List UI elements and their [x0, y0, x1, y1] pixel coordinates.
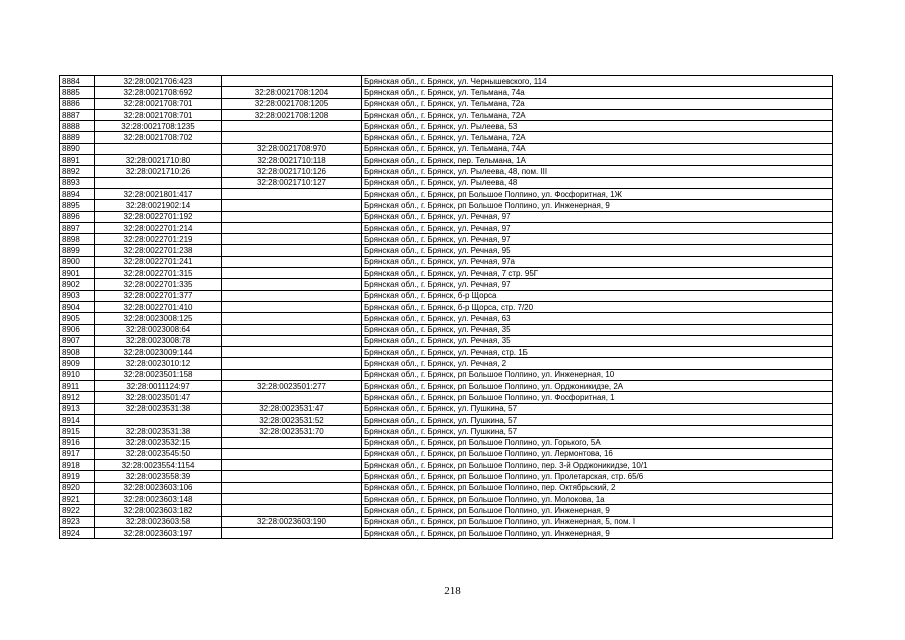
table-row: [60, 109, 833, 120]
address-cell: Брянская обл., г. Брянск, ул. Тельмана, 74А: [362, 143, 833, 154]
cadastral-number-cell: 32:28:0021708:701: [95, 98, 222, 109]
object-cadastral-number-cell: [222, 132, 362, 143]
row-number-cell: 8924: [60, 527, 95, 538]
object-cadastral-number-cell: 32:28:0023501:277: [222, 381, 362, 392]
cadastral-number-cell: [95, 414, 222, 425]
table-row: [60, 381, 833, 392]
object-cadastral-number-cell: [222, 347, 362, 358]
address-cell: Брянская обл., г. Брянск, ул. Тельмана, 72А: [362, 132, 833, 143]
table-row: [60, 482, 833, 493]
row-number-cell: 8923: [60, 516, 95, 527]
row-number-cell: 8902: [60, 279, 95, 290]
table-row: [60, 516, 833, 527]
row-number-cell: 8897: [60, 222, 95, 233]
table-row: [60, 369, 833, 380]
address-cell: Брянская обл., г. Брянск, рп Большое Полпино, ул. Фосфоритная, 1Ж: [362, 188, 833, 199]
address-cell: Брянская обл., г. Брянск, рп Большое Полпино, ул. Инженерная, 10: [362, 369, 833, 380]
cadastral-number-cell: 32:28:0021708:1235: [95, 121, 222, 132]
address-cell: Брянская обл., г. Брянск, рп Большое Полпино, ул. Инженерная, 9: [362, 200, 833, 211]
row-number-cell: 8908: [60, 347, 95, 358]
cadastral-number-cell: 32:28:0023531:38: [95, 426, 222, 437]
table-row: [60, 313, 833, 324]
cadastral-number-cell: 32:28:0022701:238: [95, 245, 222, 256]
address-cell: Брянская обл., г. Брянск, рп Большое Полпино, ул. Инженерная, 9: [362, 505, 833, 516]
cadastral-number-cell: 32:28:0023603:58: [95, 516, 222, 527]
row-number-cell: 8914: [60, 414, 95, 425]
address-cell: Брянская обл., г. Брянск, ул. Речная, 2: [362, 358, 833, 369]
address-cell: Брянская обл., г. Брянск, ул. Речная, 7 стр. 95Г: [362, 268, 833, 279]
cadastral-number-cell: 32:28:0022701:410: [95, 301, 222, 312]
table-row: [60, 143, 833, 154]
object-cadastral-number-cell: [222, 335, 362, 346]
row-number-cell: 8885: [60, 87, 95, 98]
cadastral-number-cell: 32:28:0023603:148: [95, 493, 222, 504]
row-number-cell: 8889: [60, 132, 95, 143]
row-number-cell: 8887: [60, 109, 95, 120]
row-number-cell: 8904: [60, 301, 95, 312]
object-cadastral-number-cell: [222, 313, 362, 324]
table-row: [60, 121, 833, 132]
cadastral-number-cell: 32:28:0022701:241: [95, 256, 222, 267]
object-cadastral-number-cell: [222, 76, 362, 87]
object-cadastral-number-cell: 32:28:0023603:190: [222, 516, 362, 527]
table-row: [60, 437, 833, 448]
row-number-cell: 8905: [60, 313, 95, 324]
cadastral-number-cell: 32:28:0023008:64: [95, 324, 222, 335]
table-row: [60, 87, 833, 98]
object-cadastral-number-cell: [222, 290, 362, 301]
object-cadastral-number-cell: [222, 279, 362, 290]
table-row: [60, 426, 833, 437]
table-row: [60, 279, 833, 290]
object-cadastral-number-cell: 32:28:0021708:1205: [222, 98, 362, 109]
row-number-cell: 8895: [60, 200, 95, 211]
address-cell: Брянская обл., г. Брянск, рп Большое Полпино, пер. 3-й Орджоникидзе, 10/1: [362, 460, 833, 471]
table-row: [60, 448, 833, 459]
cadastral-number-cell: 32:28:0023554:1154: [95, 460, 222, 471]
object-cadastral-number-cell: [222, 256, 362, 267]
address-cell: Брянская обл., г. Брянск, ул. Речная, 97: [362, 234, 833, 245]
address-cell: Брянская обл., г. Брянск, ул. Рылеева, 53: [362, 121, 833, 132]
object-cadastral-number-cell: [222, 505, 362, 516]
table-row: [60, 166, 833, 177]
cadastral-number-cell: 32:28:0022701:377: [95, 290, 222, 301]
row-number-cell: 8892: [60, 166, 95, 177]
object-cadastral-number-cell: [222, 121, 362, 132]
table-row: [60, 245, 833, 256]
address-cell: Брянская обл., г. Брянск, ул. Речная, 35: [362, 335, 833, 346]
object-cadastral-number-cell: [222, 188, 362, 199]
row-number-cell: 8884: [60, 76, 95, 87]
object-cadastral-number-cell: 32:28:0023531:70: [222, 426, 362, 437]
row-number-cell: 8918: [60, 460, 95, 471]
address-cell: Брянская обл., г. Брянск, ул. Речная, 97: [362, 222, 833, 233]
table-row: [60, 200, 833, 211]
table-row: [60, 76, 833, 87]
row-number-cell: 8919: [60, 471, 95, 482]
cadastral-number-cell: 32:28:0023531:38: [95, 403, 222, 414]
address-cell: Брянская обл., г. Брянск, ул. Тельмана, 74а: [362, 87, 833, 98]
row-number-cell: 8894: [60, 188, 95, 199]
address-cell: Брянская обл., г. Брянск, ул. Пушкина, 57: [362, 403, 833, 414]
address-cell: Брянская обл., г. Брянск, б-р Щорса: [362, 290, 833, 301]
row-number-cell: 8886: [60, 98, 95, 109]
address-cell: Брянская обл., г. Брянск, ул. Речная, 35: [362, 324, 833, 335]
address-cell: Брянская обл., г. Брянск, рп Большое Полпино, ул. Молокова, 1а: [362, 493, 833, 504]
address-cell: Брянская обл., г. Брянск, ул. Речная, стр. 1Б: [362, 347, 833, 358]
row-number-cell: 8900: [60, 256, 95, 267]
row-number-cell: 8906: [60, 324, 95, 335]
cadastral-number-cell: 32:28:0023603:182: [95, 505, 222, 516]
row-number-cell: 8901: [60, 268, 95, 279]
table-row: [60, 155, 833, 166]
address-cell: Брянская обл., г. Брянск, ул. Пушкина, 57: [362, 414, 833, 425]
address-cell: Брянская обл., г. Брянск, рп Большое Полпино, ул. Орджоникидзе, 2А: [362, 381, 833, 392]
table-row: [60, 403, 833, 414]
address-cell: Брянская обл., г. Брянск, рп Большое Полпино, ул. Инженерная, 9: [362, 527, 833, 538]
table-row: [60, 98, 833, 109]
cadastral-number-cell: 32:28:0022701:335: [95, 279, 222, 290]
table-row: [60, 290, 833, 301]
row-number-cell: 8922: [60, 505, 95, 516]
table-row: [60, 335, 833, 346]
object-cadastral-number-cell: [222, 234, 362, 245]
cadastral-number-cell: 32:28:0021706:423: [95, 76, 222, 87]
address-cell: Брянская обл., г. Брянск, рп Большое Полпино, ул. Инженерная, 5, пом. I: [362, 516, 833, 527]
cadastral-number-cell: [95, 143, 222, 154]
cadastral-number-cell: 32:28:0021710:80: [95, 155, 222, 166]
address-cell: Брянская обл., г. Брянск, рп Большое Полпино, ул. Фосфоритная, 1: [362, 392, 833, 403]
table-row: [60, 211, 833, 222]
cadastral-register-table: [59, 75, 833, 539]
object-cadastral-number-cell: [222, 471, 362, 482]
address-cell: Брянская обл., г. Брянск, ул. Речная, 95: [362, 245, 833, 256]
object-cadastral-number-cell: 32:28:0023531:47: [222, 403, 362, 414]
object-cadastral-number-cell: [222, 493, 362, 504]
address-cell: Брянская обл., г. Брянск, ул. Тельмана, 72а: [362, 98, 833, 109]
address-cell: Брянская обл., г. Брянск, ул. Речная, 63: [362, 313, 833, 324]
object-cadastral-number-cell: [222, 460, 362, 471]
object-cadastral-number-cell: [222, 222, 362, 233]
cadastral-number-cell: 32:28:0021708:702: [95, 132, 222, 143]
row-number-cell: 8893: [60, 177, 95, 188]
table-row: [60, 414, 833, 425]
object-cadastral-number-cell: [222, 437, 362, 448]
object-cadastral-number-cell: [222, 301, 362, 312]
table-row: [60, 347, 833, 358]
object-cadastral-number-cell: 32:28:0021710:127: [222, 177, 362, 188]
row-number-cell: 8913: [60, 403, 95, 414]
cadastral-number-cell: 32:28:0023545:50: [95, 448, 222, 459]
object-cadastral-number-cell: 32:28:0021708:1208: [222, 109, 362, 120]
object-cadastral-number-cell: [222, 358, 362, 369]
cadastral-number-cell: 32:28:0023501:158: [95, 369, 222, 380]
cadastral-number-cell: 32:28:0023008:78: [95, 335, 222, 346]
object-cadastral-number-cell: 32:28:0021708:970: [222, 143, 362, 154]
object-cadastral-number-cell: 32:28:0023531:52: [222, 414, 362, 425]
cadastral-number-cell: 32:28:0023603:106: [95, 482, 222, 493]
cadastral-number-cell: 32:28:0023010:12: [95, 358, 222, 369]
table-row: [60, 505, 833, 516]
cadastral-number-cell: 32:28:0021708:701: [95, 109, 222, 120]
cadastral-number-cell: 32:28:0023501:47: [95, 392, 222, 403]
table-row: [60, 222, 833, 233]
object-cadastral-number-cell: [222, 200, 362, 211]
object-cadastral-number-cell: [222, 482, 362, 493]
address-cell: Брянская обл., г. Брянск, ул. Пушкина, 57: [362, 426, 833, 437]
object-cadastral-number-cell: [222, 527, 362, 538]
row-number-cell: 8896: [60, 211, 95, 222]
table-row: [60, 268, 833, 279]
object-cadastral-number-cell: 32:28:0021710:126: [222, 166, 362, 177]
row-number-cell: 8916: [60, 437, 95, 448]
object-cadastral-number-cell: [222, 369, 362, 380]
object-cadastral-number-cell: [222, 448, 362, 459]
table-row: [60, 256, 833, 267]
object-cadastral-number-cell: [222, 324, 362, 335]
row-number-cell: 8888: [60, 121, 95, 132]
table-row: [60, 234, 833, 245]
address-cell: Брянская обл., г. Брянск, ул. Речная, 97: [362, 279, 833, 290]
object-cadastral-number-cell: 32:28:0021708:1204: [222, 87, 362, 98]
table-row: [60, 493, 833, 504]
row-number-cell: 8921: [60, 493, 95, 504]
table-row: [60, 188, 833, 199]
row-number-cell: 8917: [60, 448, 95, 459]
cadastral-number-cell: 32:28:0022701:214: [95, 222, 222, 233]
address-cell: Брянская обл., г. Брянск, ул. Рылеева, 48: [362, 177, 833, 188]
table-row: [60, 460, 833, 471]
object-cadastral-number-cell: [222, 211, 362, 222]
address-cell: Брянская обл., г. Брянск, ул. Тельмана, 72А: [362, 109, 833, 120]
row-number-cell: 8910: [60, 369, 95, 380]
table-row: [60, 324, 833, 335]
row-number-cell: 8911: [60, 381, 95, 392]
row-number-cell: 8909: [60, 358, 95, 369]
address-cell: Брянская обл., г. Брянск, ул. Речная, 97: [362, 211, 833, 222]
address-cell: Брянская обл., г. Брянск, ул. Чернышевского, 114: [362, 76, 833, 87]
cadastral-number-cell: 32:28:0023603:197: [95, 527, 222, 538]
cadastral-number-cell: 32:28:0011124:97: [95, 381, 222, 392]
table-row: [60, 471, 833, 482]
cadastral-number-cell: 32:28:0022701:192: [95, 211, 222, 222]
cadastral-number-cell: 32:28:0023008:125: [95, 313, 222, 324]
row-number-cell: 8898: [60, 234, 95, 245]
table-row: [60, 358, 833, 369]
address-cell: Брянская обл., г. Брянск, ул. Рылеева, 48, пом. III: [362, 166, 833, 177]
row-number-cell: 8903: [60, 290, 95, 301]
row-number-cell: 8891: [60, 155, 95, 166]
cadastral-number-cell: 32:28:0021902:14: [95, 200, 222, 211]
table-row: [60, 177, 833, 188]
row-number-cell: 8899: [60, 245, 95, 256]
address-cell: Брянская обл., г. Брянск, рп Большое Полпино, ул. Горького, 5А: [362, 437, 833, 448]
object-cadastral-number-cell: [222, 392, 362, 403]
table-body: [60, 76, 833, 539]
address-cell: Брянская обл., г. Брянск, ул. Речная, 97а: [362, 256, 833, 267]
address-cell: Брянская обл., г. Брянск, рп Большое Полпино, пер. Октябрьский, 2: [362, 482, 833, 493]
object-cadastral-number-cell: [222, 268, 362, 279]
cadastral-number-cell: 32:28:0021710:26: [95, 166, 222, 177]
table-row: [60, 301, 833, 312]
address-cell: Брянская обл., г. Брянск, б-р Щорса, стр. 7/20: [362, 301, 833, 312]
row-number-cell: 8890: [60, 143, 95, 154]
table-row: [60, 392, 833, 403]
object-cadastral-number-cell: [222, 245, 362, 256]
table-row: [60, 132, 833, 143]
cadastral-number-cell: 32:28:0023009:144: [95, 347, 222, 358]
cadastral-number-cell: 32:28:0022701:315: [95, 268, 222, 279]
row-number-cell: 8907: [60, 335, 95, 346]
address-cell: Брянская обл., г. Брянск, пер. Тельмана, 1А: [362, 155, 833, 166]
page-number: 218: [444, 585, 461, 597]
cadastral-number-cell: 32:28:0021708:692: [95, 87, 222, 98]
object-cadastral-number-cell: 32:28:0021710:118: [222, 155, 362, 166]
address-cell: Брянская обл., г. Брянск, рп Большое Полпино, ул. Лермонтова, 16: [362, 448, 833, 459]
row-number-cell: 8912: [60, 392, 95, 403]
cadastral-number-cell: [95, 177, 222, 188]
table-row: [60, 527, 833, 538]
cadastral-number-cell: 32:28:0023558:39: [95, 471, 222, 482]
row-number-cell: 8915: [60, 426, 95, 437]
cadastral-number-cell: 32:28:0022701:219: [95, 234, 222, 245]
cadastral-number-cell: 32:28:0023532:15: [95, 437, 222, 448]
address-cell: Брянская обл., г. Брянск, рп Большое Полпино, ул. Пролетарская, стр. 65/6: [362, 471, 833, 482]
row-number-cell: 8920: [60, 482, 95, 493]
cadastral-number-cell: 32:28:0021801:417: [95, 188, 222, 199]
